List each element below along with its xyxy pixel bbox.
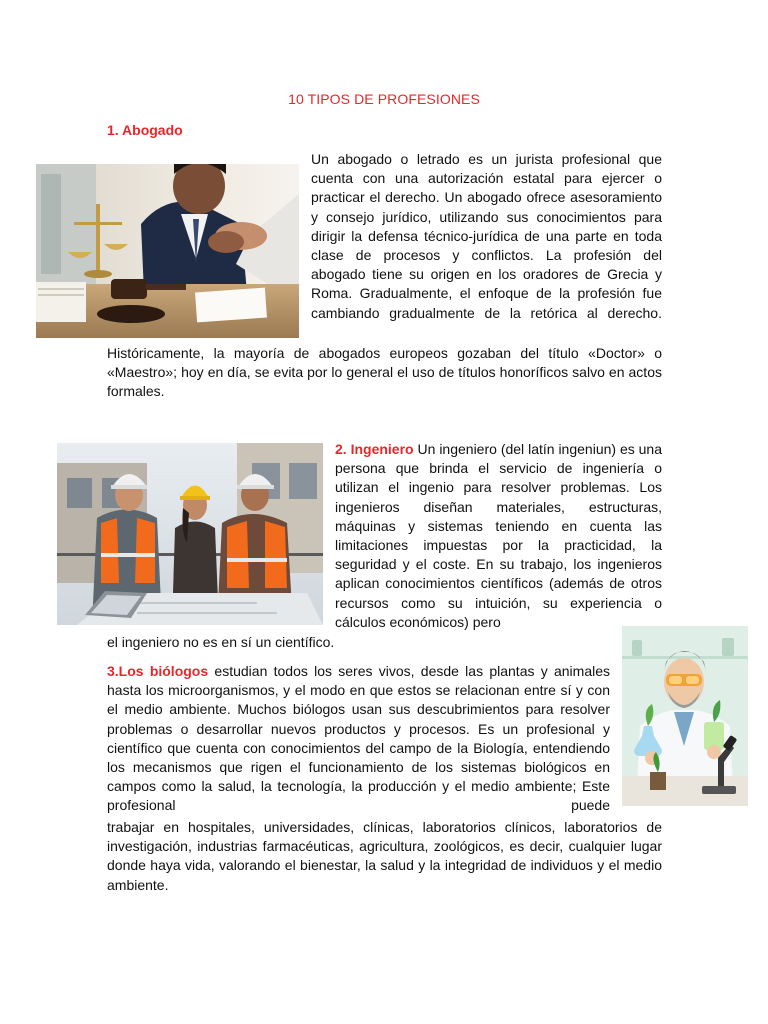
section-heading-biologos: 3.Los biólogos: [107, 663, 209, 679]
engineers-photo: [57, 443, 323, 625]
biologos-paragraph-top: [107, 662, 610, 816]
ingeniero-paragraph-text: Un ingeniero (del latín ingeniun) es una persona que brinda el servicio de ingeniería o utilizan el ingenio para resolver problemas. Los ingenieros diseñan materiales, estructuras, máquinas y sistemas teniendo en cuenta las limitaciones impuestas por la practicidad, la seguridad y el coste. En su trabajo, los ingenieros aplican conocimientos científicos (además de otros recursos como su intuición, su experiencia o cálculos económicos) pero: [335, 441, 663, 630]
engineers-hardhats-icon: [57, 443, 323, 625]
document-title: 10 TIPOS DE PROFESIONES: [288, 91, 480, 107]
biologos-paragraph-bottom: trabajar en hospitales, universidades, clínicas, laboratorios clínicos, laboratorios de investigación, industrias farmacéuticas, agricultura, zoológicos, es decir, cualquier lugar donde haya vida, valorando el bienestar, la salud y la integridad de individuos y el medio ambiente.: [107, 819, 662, 893]
ingeniero-paragraph-top: [335, 440, 662, 632]
abogado-paragraph-top: Un abogado o letrado es un jurista profesional que cuenta con una autorización estatal para ejercer o practicar el derecho. Un abogado ofrece asesoramiento y consejo jurídico, utilizando sus conocimientos para dirigir la defensa técnico-jurídica de una parte en toda clase de procesos y conflictos. La profesión del abogado tiene su origen en los oradores de Grecia y Roma. Gradualmente, el enfoque de la profesión fue cambiando gradualmente de la retórica al derecho.: [311, 151, 662, 321]
scientist-lab-icon: [622, 626, 748, 806]
section-heading-ingeniero: 2. Ingeniero: [335, 441, 414, 457]
lawyer-handshake-photo: [36, 164, 299, 338]
abogado-paragraph-bottom: Históricamente, la mayoría de abogados europeos gozaban del título «Doctor» o «Maestro»; hoy en día, se evita por lo general el uso de títulos honoríficos salvo en actos formales.: [107, 345, 662, 400]
ingeniero-paragraph-bottom: el ingeniero no es en sí un científico.: [107, 634, 335, 650]
biologist-illustration: [622, 626, 748, 806]
section-heading-abogado: 1. Abogado: [107, 122, 183, 138]
handshake-gavel-icon: [36, 164, 299, 338]
biologos-paragraph-text: estudian todos los seres vivos, desde las plantas y animales hasta los microorganismos, y el modo en que estos se relacionan entre sí y con el medio ambiente. Muchos biólogos usan sus descubrimientos para resolver problemas o desarrollar nuevos productos y procesos. Es un profesional y científico que cuenta con conocimientos del campo de la Biología, entendiendo los mecanismos que rigen el funcionamiento de los sistemas biológicos en campos como la salud, la tecnología, la producción y el medio ambiente; Este profesional puede: [107, 663, 611, 814]
